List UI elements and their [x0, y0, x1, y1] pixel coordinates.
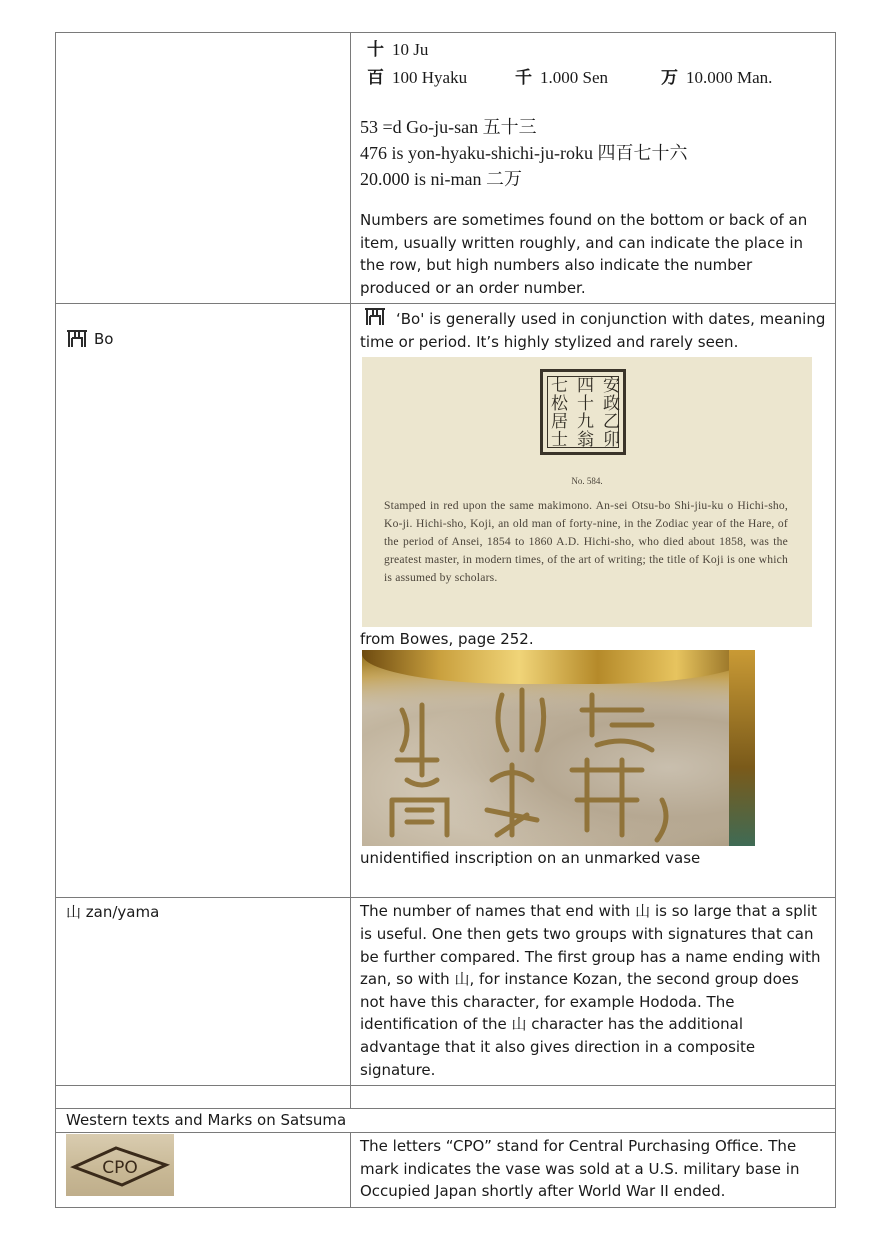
empty-cell-left: [56, 1086, 351, 1109]
zan-label-cell: [56, 898, 351, 1086]
numbers-note: Numbers are sometimes found on the bottom or back of an item, usually written roughly, and can indicate the place in the row, but high numbers also indicate the number produced or an order number.: [360, 211, 808, 297]
bo-row: [56, 304, 836, 898]
zan-row: [56, 898, 836, 1086]
western-section-cell: [56, 1109, 836, 1133]
numbers-content-cell: [351, 33, 836, 304]
bowes-scan-image: [362, 357, 812, 627]
scan-text: Stamped in red upon the same makimono. An-sei Otsu-bo Shi-jiu-ku o Hichi-sho, Ko-ji. Hichi-sho, Koji, an old man of forty-nine, in the Zodiac year of the Hare, of the period of Ansei, 1854 to 1860 A.D. Hichi-sho, who died about 1858, was the greatest master, in modern times, of the art of writing; the title of Koji is one which is assumed by scholars.: [384, 499, 788, 585]
numbers-row: [56, 33, 836, 304]
kanji-tenthousand: 万: [661, 68, 678, 88]
bo-content-cell: [351, 304, 836, 898]
tenthousand-text: 10.000 Man.: [686, 68, 773, 87]
number-example-2: 476 is yon-hyaku-shichi-ju-roku 四百七十六: [360, 143, 688, 163]
seal-stamp: 安 政 乙 卯 四 十 九 翁 七 松 居 士: [540, 369, 626, 455]
cpo-content-cell: [351, 1133, 836, 1208]
photo-caption: unidentified inscription on an unmarked vase: [360, 849, 701, 868]
number-example-3: 20.000 is ni-man 二万: [360, 169, 522, 189]
cpo-image-cell: [56, 1133, 351, 1208]
cpo-description: The letters “CPO” stand for Central Purchasing Office. The mark indicates the vase was sold at a U.S. military base in Occupied Japan shortly after World War II ended.: [360, 1137, 800, 1201]
number-example-1: 53 =d Go-ju-san 五十三: [360, 117, 537, 137]
ten-text: 10 Ju: [392, 40, 429, 59]
cpo-mark-text: CPO: [102, 1158, 138, 1179]
kanji-hundred: 百: [367, 68, 384, 88]
bo-label-cell: [56, 304, 351, 898]
scan-number: No. 584.: [571, 476, 603, 487]
cpo-row: [56, 1133, 836, 1208]
empty-cell-right: [351, 1086, 836, 1109]
cpo-mark-image: [66, 1134, 174, 1196]
zan-content-cell: [351, 898, 836, 1086]
numbers-line-2: [360, 64, 827, 92]
thousand-text: 1.000 Sen: [540, 68, 608, 87]
reference-table: [55, 32, 836, 1208]
bo-description: ‘Bo' is generally used in conjunction with dates, meaning time or period. It’s highly stylized and rarely seen.: [360, 310, 826, 352]
bo-description-block: [360, 306, 827, 354]
zan-description: The number of names that end with 山 is so large that a split is useful. One then gets two groups with signatures that can be further compared. The first group has a name ending with zan, so with 山, for instance Kozan, the second group does not have this character, for example Hododa. The identification of the 山 character has the additional advantage that it also gives direction in a composite signature.: [360, 902, 821, 1079]
numbers-line-1: [360, 36, 827, 64]
bo-label: Bo: [94, 330, 114, 349]
numbers-label-cell: [56, 33, 351, 304]
kanji-ten: 十: [367, 40, 384, 60]
western-section-row: [56, 1109, 836, 1133]
bo-character-icon: [66, 328, 88, 350]
zan-label: 山 zan/yama: [66, 903, 160, 922]
empty-row: [56, 1086, 836, 1109]
hundred-text: 100 Hyaku: [392, 68, 468, 87]
western-section-title: Western texts and Marks on Satsuma: [66, 1111, 347, 1130]
vase-inscription-photo: [362, 650, 755, 846]
bo-character-icon-inline: [364, 306, 386, 328]
scan-caption: from Bowes, page 252.: [360, 630, 534, 649]
kanji-thousand: 千: [515, 68, 532, 88]
